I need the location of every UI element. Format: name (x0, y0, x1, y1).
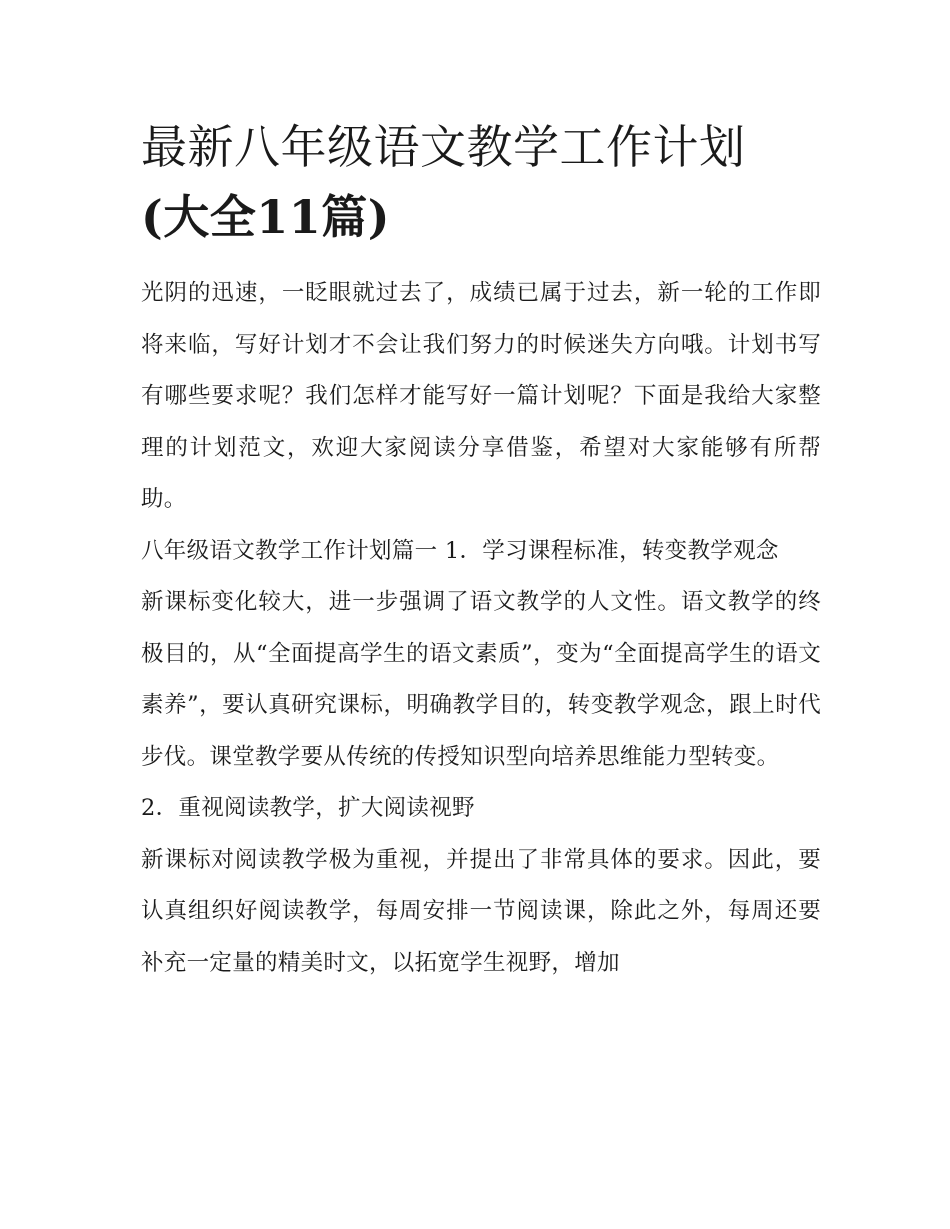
document-page (141, 112, 821, 989)
title-line-1: 最新八年级语文教学工作计划 (141, 120, 746, 174)
document-title (141, 112, 821, 252)
section-two-heading: 2．重视阅读教学，扩大阅读视野 (141, 795, 475, 821)
section-one-heading: 八年级语文教学工作计划篇一 1．学习课程标准，转变教学观念 (141, 537, 779, 564)
document-body (141, 268, 821, 989)
section-two-paragraph: 新课标对阅读教学极为重视，并提出了非常具体的要求。因此，要认真组织好阅读教学，每周安排一节阅读课，除此之外，每周还要补充一定量的精美时文，以拓宽学生视野，增加 (141, 846, 821, 976)
intro-paragraph: 光阴的迅速，一眨眼就过去了，成绩已属于过去，新一轮的工作即将来临，写好计划才不会让我们努力的时候迷失方向哦。计划书写有哪些要求呢？我们怎样才能写好一篇计划呢？下面是我给大家整理的计划范文，欢迎大家阅读分享借鉴，希望对大家能够有所帮助。 (141, 280, 821, 512)
title-line-2: (大全11篇) (141, 190, 391, 244)
section-one-paragraph: 新课标变化较大，进一步强调了语文教学的人文性。语文教学的终极目的，从“全面提高学生的语文素质”，变为“全面提高学生的语文素养”，要认真研究课标，明确教学目的，转变教学观念，跟上时代步伐。课堂教学要从传统的传授知识型向培养思维能力型转变。 (141, 589, 821, 770)
